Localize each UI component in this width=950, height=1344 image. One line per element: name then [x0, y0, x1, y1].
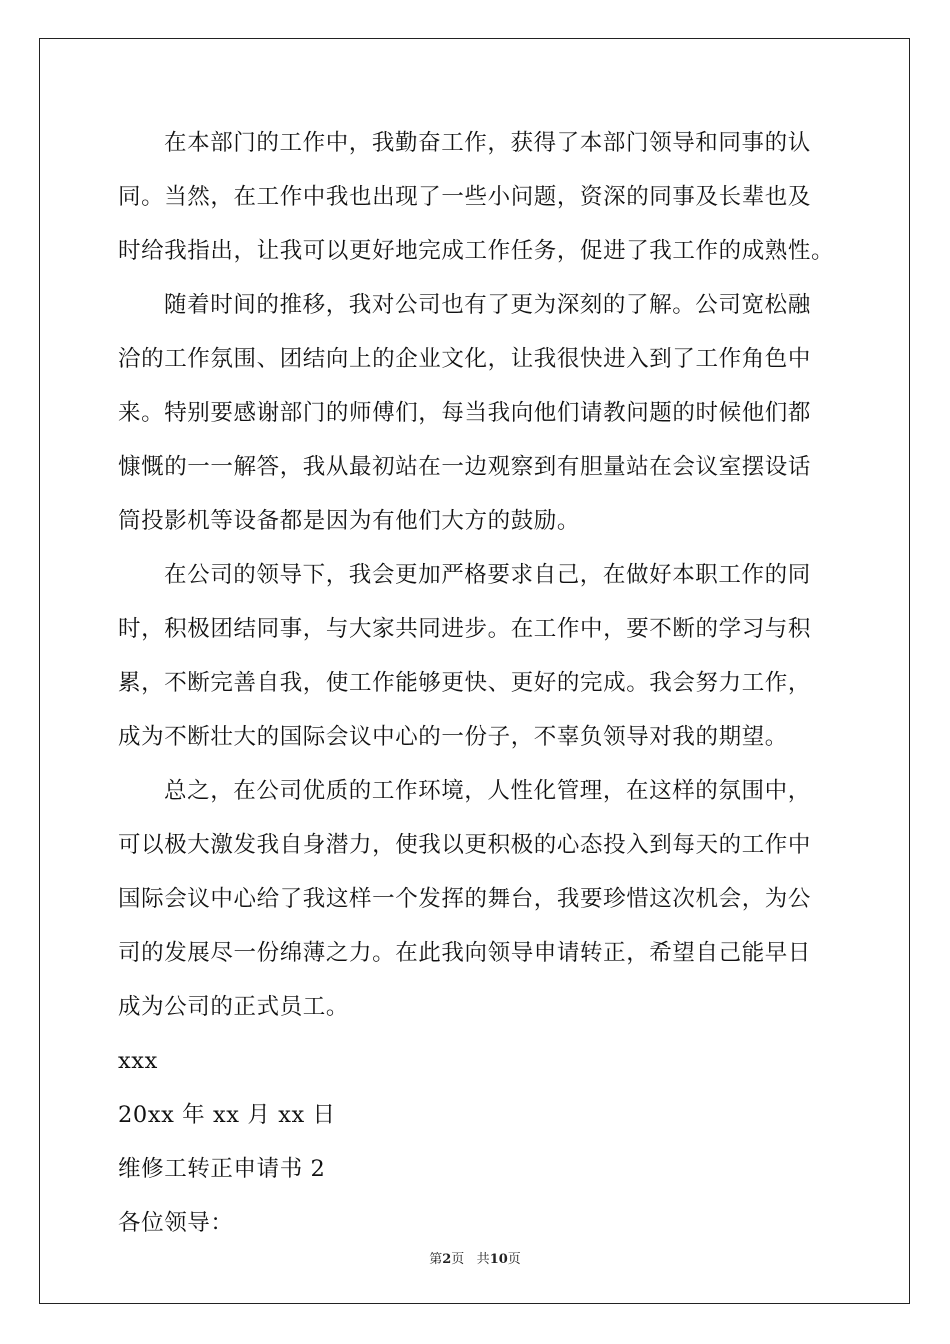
signature-name: xxx: [118, 1048, 158, 1074]
footer-total-suffix: 页: [507, 1252, 521, 1267]
paragraph-line: 洽的工作氛围、团结向上的企业文化，让我很快进入到了工作角色中: [118, 346, 812, 372]
salutation: 各位领导：: [118, 1210, 234, 1236]
paragraph-line: 来。特别要感谢部门的师傅们，每当我向他们请教问题的时候他们都: [118, 400, 812, 426]
paragraph-line: 可以极大激发我自身潜力，使我以更积极的心态投入到每天的工作中: [118, 832, 812, 858]
paragraph-line: 慷慨的一一解答，我从最初站在一边观察到有胆量站在会议室摆设话: [118, 454, 812, 480]
footer-total-number: 10: [489, 1252, 508, 1267]
footer-total-prefix: 共: [476, 1252, 490, 1267]
paragraph-line: 随着时间的推移，我对公司也有了更为深刻的了解。公司宽松融: [164, 292, 811, 318]
paragraph-line: 成为公司的正式员工。: [118, 994, 350, 1020]
paragraph-line: 时给我指出，让我可以更好地完成工作任务，促进了我工作的成熟性。: [118, 238, 835, 264]
signature-date: 20xx 年 xx 月 xx 日: [118, 1102, 336, 1128]
paragraph-line: 筒投影机等设备都是因为有他们大方的鼓励。: [118, 508, 581, 534]
paragraph-line: 国际会议中心给了我这样一个发挥的舞台，我要珍惜这次机会，为公: [118, 886, 812, 912]
footer-page-prefix: 第: [429, 1252, 443, 1267]
section-title: 维修工转正申请书 2: [118, 1156, 326, 1182]
paragraph-line: 在本部门的工作中，我勤奋工作，获得了本部门领导和同事的认: [164, 130, 811, 156]
footer-page-number: 2: [442, 1252, 452, 1267]
paragraph-line: 司的发展尽一份绵薄之力。在此我向领导申请转正，希望自己能早日: [118, 940, 812, 966]
footer-page-suffix: 页: [451, 1252, 465, 1267]
page-footer: [0, 1248, 950, 1267]
paragraph-line: 同。当然，在工作中我也出现了一些小问题，资深的同事及长辈也及: [118, 184, 812, 210]
paragraph-line: 总之，在公司优质的工作环境，人性化管理，在这样的氛围中，: [164, 778, 811, 804]
paragraph-line: 时，积极团结同事，与大家共同进步。在工作中，要不断的学习与积: [118, 616, 812, 642]
paragraph-line: 累，不断完善自我，使工作能够更快、更好的完成。我会努力工作，: [118, 670, 812, 696]
paragraph-line: 在公司的领导下，我会更加严格要求自己，在做好本职工作的同: [164, 562, 811, 588]
paragraph-line: 成为不断壮大的国际会议中心的一份子，不辜负领导对我的期望。: [118, 724, 788, 750]
